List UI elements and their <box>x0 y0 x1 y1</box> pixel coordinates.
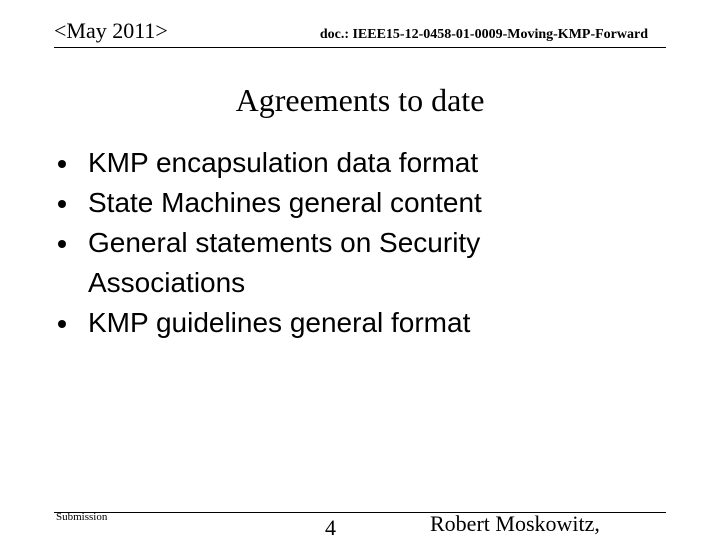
header-date: <May 2011> <box>54 18 168 43</box>
bullet-item <box>58 223 568 303</box>
footer-author: Robert Moskowitz, <box>430 511 600 536</box>
bullet-item <box>58 143 658 183</box>
bullet-text: General statements on Security Associations <box>88 227 481 298</box>
bullet-dot-icon <box>58 160 66 168</box>
header-divider <box>54 47 666 48</box>
bullet-dot-icon <box>58 200 66 208</box>
bullet-text: KMP guidelines general format <box>88 307 471 338</box>
bullet-item <box>58 183 658 223</box>
bullet-item <box>58 303 658 343</box>
bullet-list <box>58 143 658 343</box>
bullet-dot-icon <box>58 240 66 248</box>
bullet-text: State Machines general content <box>88 187 482 218</box>
footer-page-number: 4 <box>325 515 336 540</box>
bullet-dot-icon <box>58 320 66 328</box>
bullet-text: KMP encapsulation data format <box>88 147 479 178</box>
slide-title: Agreements to date <box>235 82 485 118</box>
footer-submission: Submission <box>56 511 108 523</box>
header-doc-id: doc.: IEEE15-12-0458-01-0009-Moving-KMP-Forward <box>319 27 648 42</box>
